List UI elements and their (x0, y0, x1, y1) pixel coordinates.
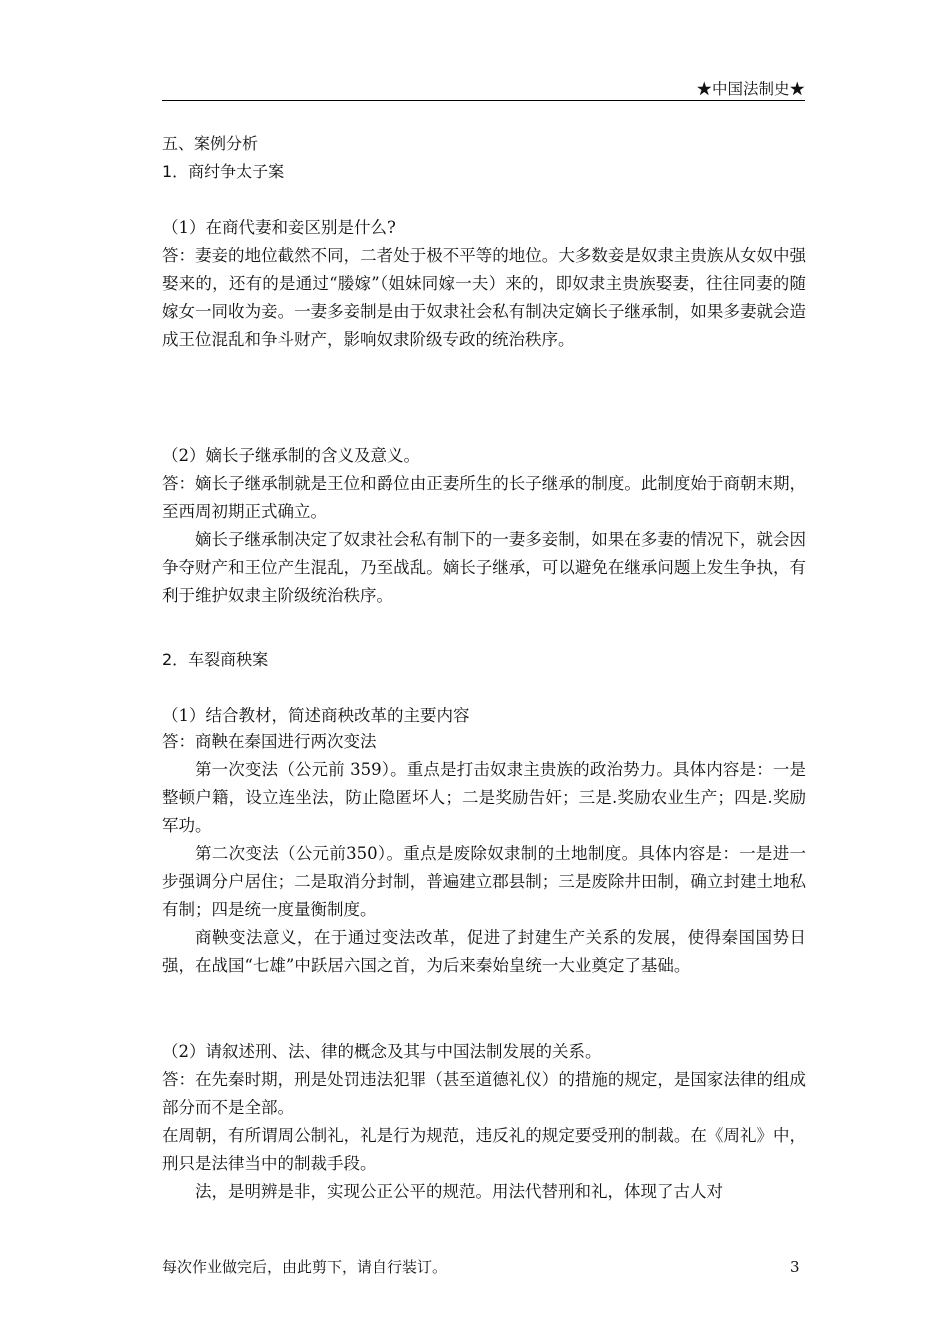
case2-answer-2: 答：在先秦时期，刑是处罚违法犯罪（甚至道德礼仪）的措施的规定，是国家法律的组成部分而不是全部。 (162, 1070, 806, 1117)
case2-answer-2-zhou: 在周朝，有所谓周公制礼，礼是行为规范，违反礼的规定要受刑的制裁。在《周礼》中，刑只是法律当中的制裁手段。 (162, 1126, 806, 1173)
case2-title: 2．车裂商秧案 (162, 650, 269, 669)
case2-answer-1-significance: 商鞅变法意义，在于通过变法改革，促进了封建生产关系的发展，使得秦国国势日强，在战国“七雄”中跃居六国之首，为后来秦始皇统一大业奠定了基础。 (162, 928, 806, 975)
page-number: 3 (790, 1258, 800, 1276)
case2-answer-1-second-reform: 第二次变法（公元前350）。重点是废除奴隶制的土地制度。具体内容是：一是进一步强调分户居住；二是取消分封制，普遍建立郡县制；三是废除井田制，确立封建土地私有制；四是统一度量衡制度。 (162, 844, 806, 919)
case1-answer-1: 答：妻妾的地位截然不同，二者处于极不平等的地位。大多数妾是奴隶主贵族从女奴中强娶来的，还有的是通过“媵嫁”（姐妹同嫁一夫）来的，即奴隶主贵族娶妻，往往同妻的随嫁女一同收为妾。一妻多妾制是由于奴隶社会私有制决定嫡长子继承制，如果多妻就会造成王位混乱和争斗财产，影响奴隶阶级专政的统治秩序。 (162, 246, 806, 349)
case1-question-1: （1）在商代妻和妾区别是什么? (162, 218, 396, 237)
case2-answer-2-fa: 法，是明辨是非，实现公正公平的规范。用法代替刑和礼，体现了古人对 (195, 1182, 723, 1201)
section-title: 五、案例分析 (162, 134, 259, 153)
case1-title: 1．商纣争太子案 (162, 162, 285, 181)
header-rule (162, 100, 805, 101)
footer-note: 每次作业做完后，由此剪下，请自行装订。 (162, 1258, 448, 1276)
case2-question-2: （2）请叙述刑、法、律的概念及其与中国法制发展的关系。 (162, 1042, 602, 1061)
header-title: ★中国法制史★ (696, 80, 805, 98)
case1-answer-2: 答：嫡长子继承制就是王位和爵位由正妻所生的长子继承的制度。此制度始于商朝末期，至西周初期正式确立。 (162, 474, 806, 521)
case2-answer-1: 答：商鞅在秦国进行两次变法 (162, 732, 377, 751)
case2-answer-1-first-reform: 第一次变法（公元前 359）。重点是打击奴隶主贵族的政治势力。具体内容是：一是整顿户籍，设立连坐法，防止隐匿坏人；二是奖励告奸；三是.奖励农业生产；四是.奖励军功。 (162, 760, 806, 835)
case1-answer-2-paragraph: 嫡长子继承制决定了奴隶社会私有制下的一妻多妾制，如果在多妻的情况下，就会因争夺财产和王位产生混乱，乃至战乱。嫡长子继承，可以避免在继承问题上发生争执，有利于维护奴隶主阶级统治秩序。 (162, 530, 806, 605)
page-header (162, 78, 805, 100)
case1-question-2: （2）嫡长子继承制的含义及意义。 (162, 446, 420, 465)
case2-question-1: （1）结合教材，简述商秧改革的主要内容 (162, 706, 470, 725)
